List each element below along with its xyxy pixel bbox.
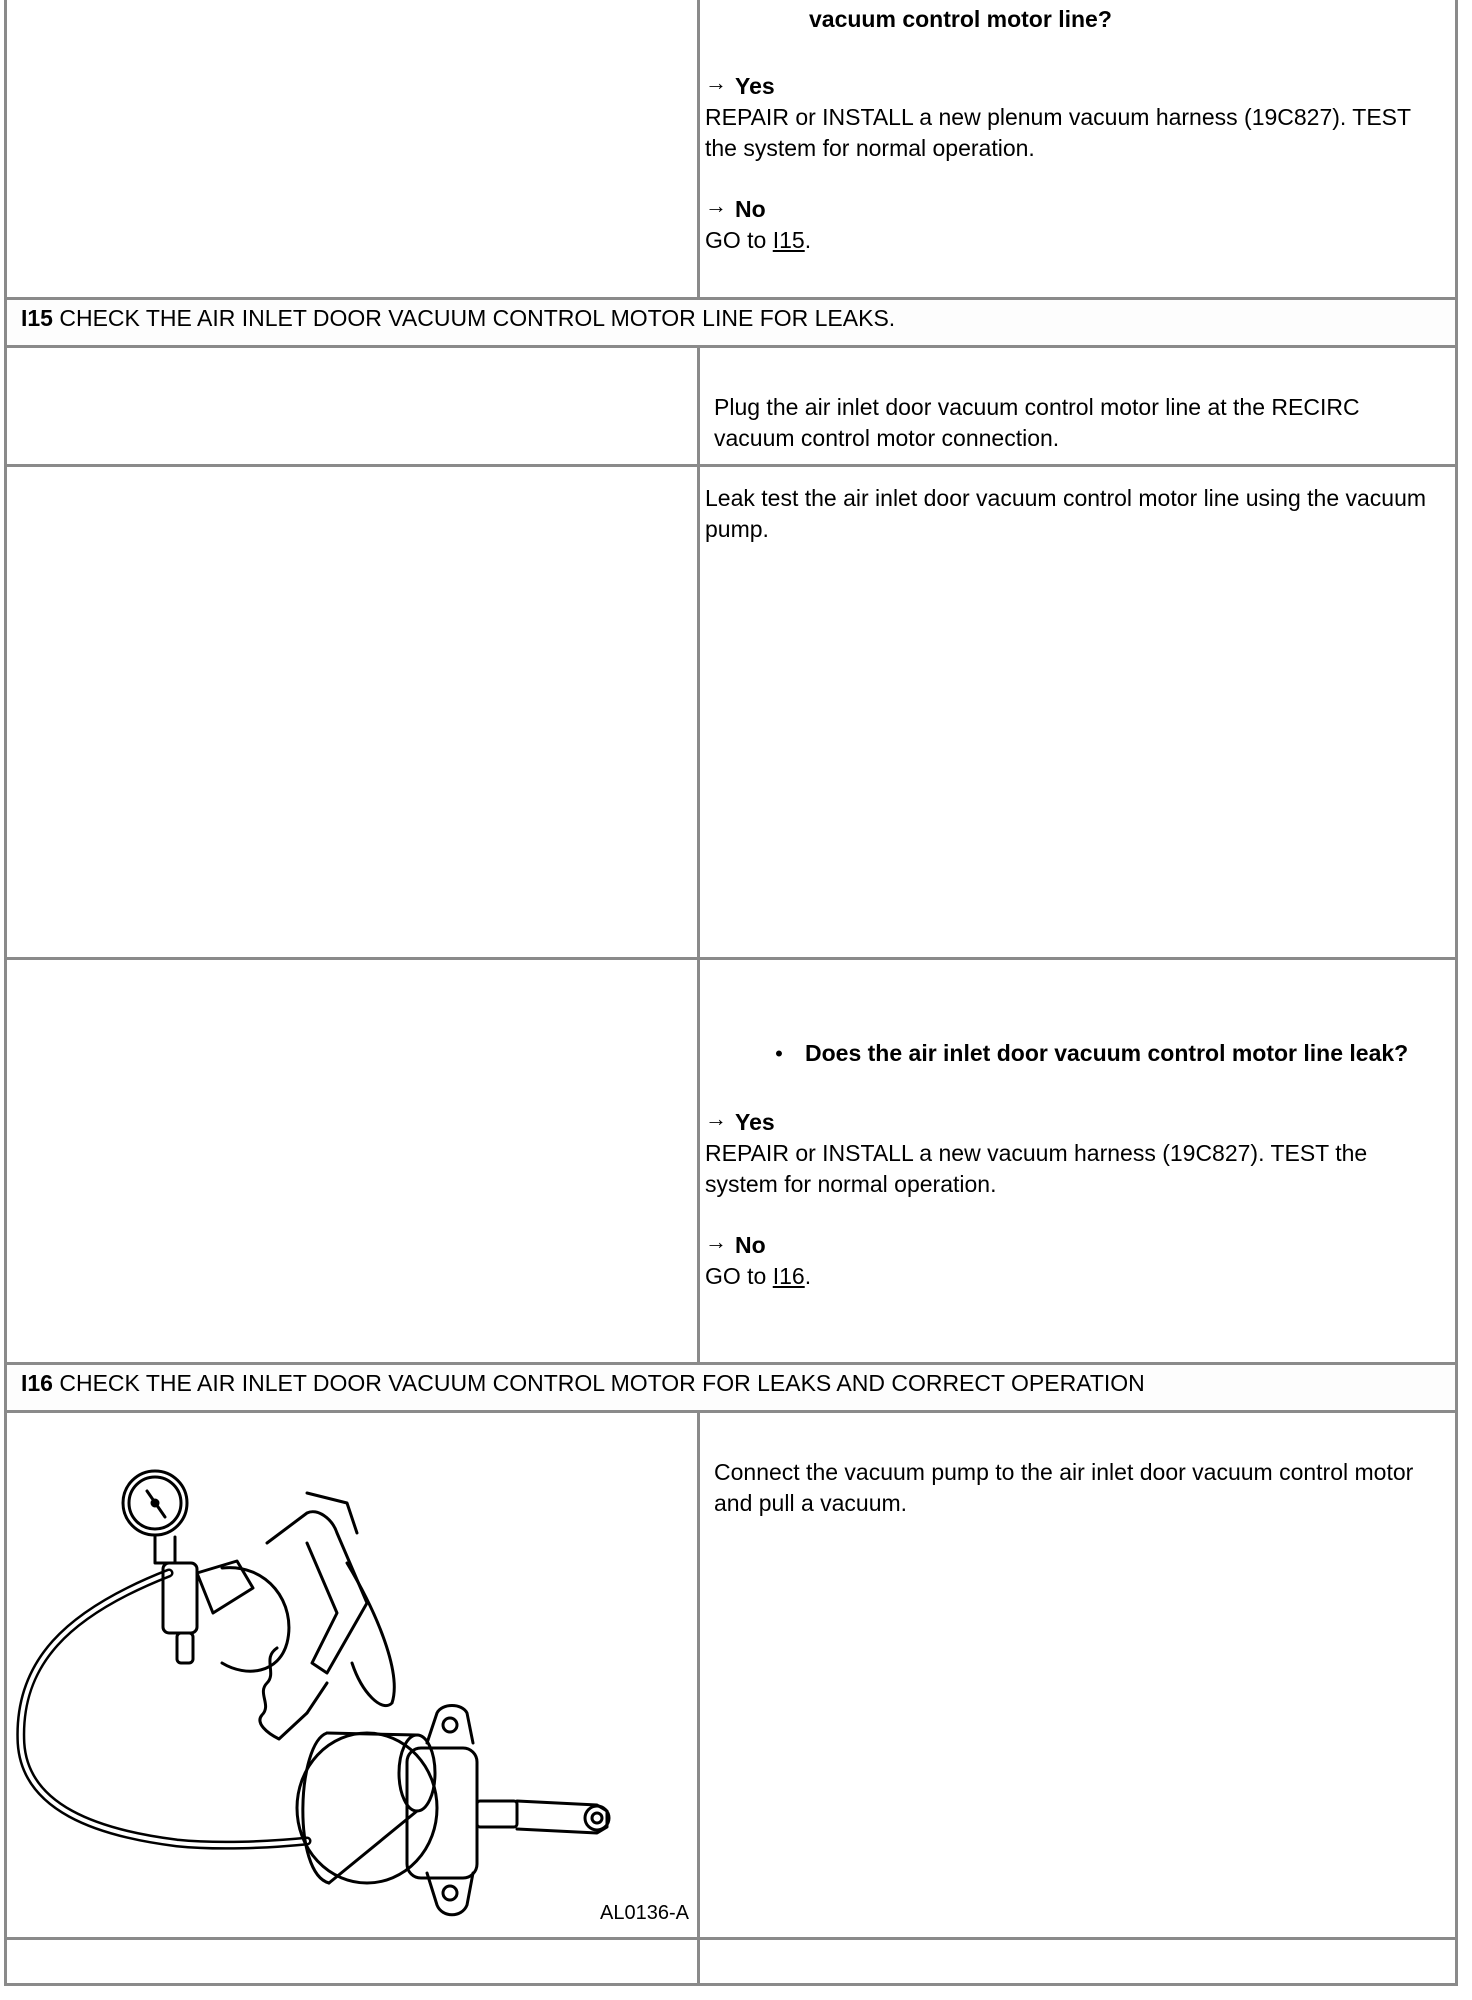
table-row: [4, 348, 1458, 467]
empty-cell: [7, 0, 700, 297]
step-header-i15: [4, 300, 1458, 348]
bullet-icon: •: [775, 1041, 783, 1066]
question-text: vacuum control motor line?: [809, 6, 1112, 32]
step-header-cell: [7, 300, 1455, 345]
yes-instruction: REPAIR or INSTALL a new plenum vacuum harness (19C827). TEST the system for normal operation.: [705, 104, 1411, 161]
step-header-i16: [4, 1365, 1458, 1413]
action-cell: [700, 467, 1455, 957]
no-text-suffix: .: [804, 227, 812, 253]
right-arrow-icon: →: [705, 70, 727, 95]
empty-cell: [7, 348, 700, 464]
yes-label: Yes: [735, 73, 775, 99]
action-cell: [700, 0, 1455, 297]
step-header-cell: [7, 1365, 1455, 1410]
table-row: [4, 960, 1458, 1365]
no-answer: [705, 1230, 1431, 1292]
yes-answer: [705, 71, 1431, 164]
yes-label: Yes: [735, 1109, 775, 1135]
no-text-prefix: GO to: [705, 227, 773, 253]
no-answer: [705, 194, 1431, 256]
step-title: CHECK THE AIR INLET DOOR VACUUM CONTROL MOTOR FOR LEAKS AND CORRECT OPERATION: [59, 1370, 1145, 1396]
yes-instruction: REPAIR or INSTALL a new vacuum harness (19C827). TEST the system for normal operation.: [705, 1140, 1368, 1197]
step-id: I15: [21, 305, 53, 331]
no-text-suffix: .: [804, 1263, 812, 1289]
instruction-text: Connect the vacuum pump to the air inlet door vacuum control motor and pull a vacuum.: [714, 1459, 1414, 1516]
table-row: [4, 1413, 1458, 1940]
table-row: [4, 0, 1458, 300]
right-arrow-icon: →: [705, 1106, 727, 1131]
action-cell: [700, 1413, 1455, 1937]
empty-cell: [7, 960, 700, 1362]
go-to-link-i15[interactable]: I15: [772, 227, 805, 253]
table-row: [4, 1940, 1458, 1986]
step-id: I16: [21, 1370, 53, 1396]
figure-cell: [7, 1413, 700, 1937]
figure-label: AL0136-A: [600, 1902, 689, 1924]
right-arrow-icon: →: [705, 1229, 727, 1254]
instruction-text: Leak test the air inlet door vacuum control motor line using the vacuum pump.: [705, 485, 1427, 542]
table-row: [4, 467, 1458, 960]
question-bullet: [705, 1038, 1431, 1069]
no-instruction: [705, 225, 1431, 256]
right-arrow-icon: →: [705, 193, 727, 218]
no-instruction: [705, 1261, 1431, 1292]
no-label: No: [735, 1232, 766, 1258]
action-cell: [700, 960, 1455, 1362]
question-text: Does the air inlet door vacuum control motor line leak?: [805, 1040, 1409, 1066]
instruction-text: Plug the air inlet door vacuum control motor line at the RECIRC vacuum control motor connection.: [714, 394, 1360, 451]
yes-answer: [705, 1107, 1431, 1200]
no-label: No: [735, 196, 766, 222]
vacuum-pump-illustration: [7, 1413, 697, 1933]
no-text-prefix: GO to: [705, 1263, 773, 1289]
empty-cell: [700, 1940, 1455, 1983]
empty-cell: [7, 1940, 700, 1983]
empty-cell: [7, 467, 700, 957]
step-title: CHECK THE AIR INLET DOOR VACUUM CONTROL MOTOR LINE FOR LEAKS.: [59, 305, 896, 331]
diagnostic-table: [4, 0, 1458, 1986]
go-to-link-i16[interactable]: I16: [772, 1263, 805, 1289]
action-cell: [700, 348, 1455, 464]
